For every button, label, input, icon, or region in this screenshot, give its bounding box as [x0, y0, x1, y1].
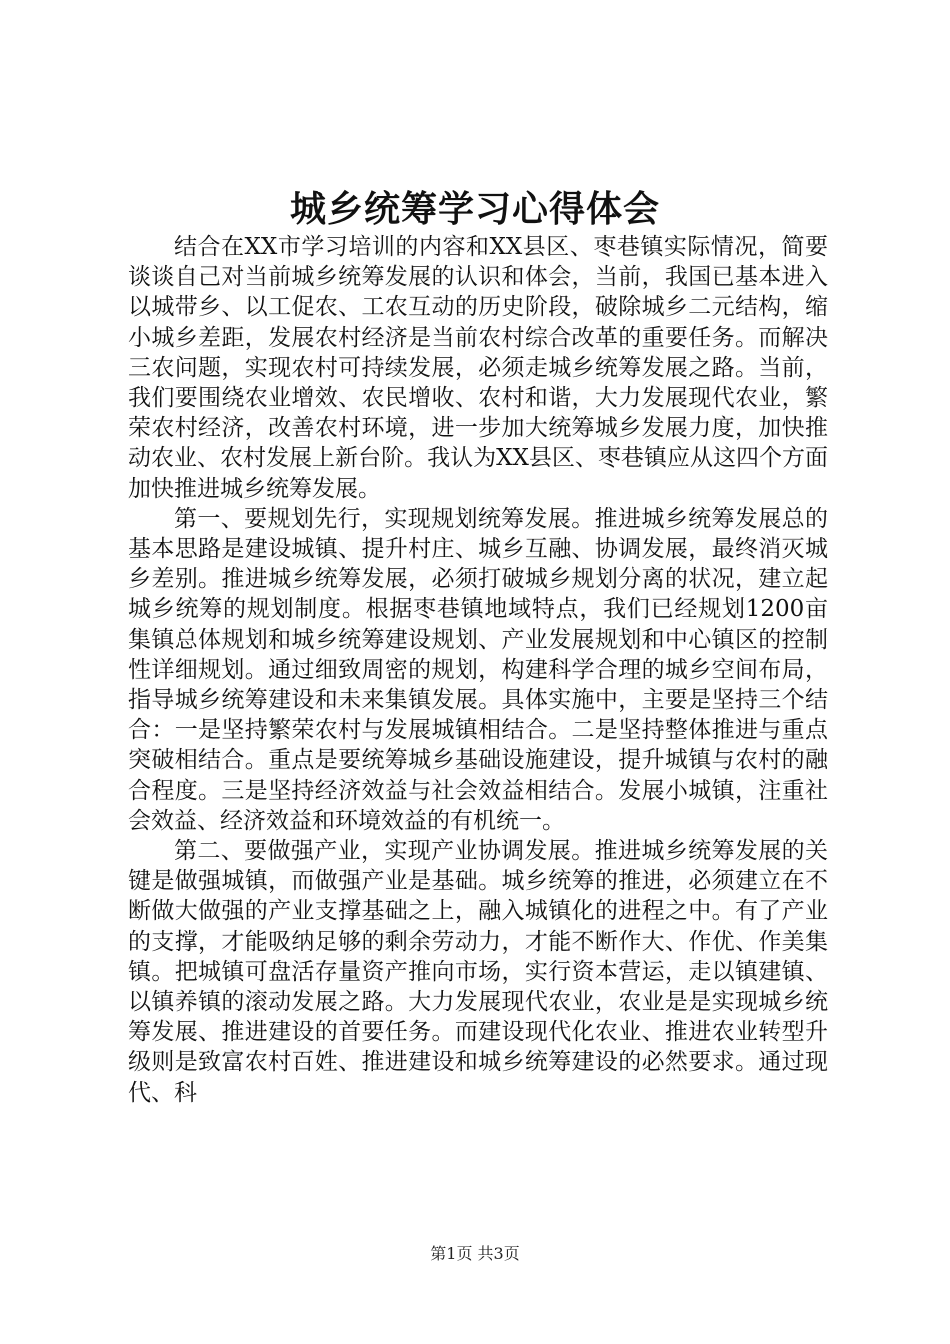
document-body	[128, 232, 828, 1108]
page-number-footer: 第1页 共3页	[430, 1244, 520, 1263]
paragraph-planning: 第一、要规划先行，实现规划统筹发展。推进城乡统筹发展总的基本思路是建设城镇、提升村庄、城乡互融、协调发展，最终消灭城乡差别。推进城乡统筹发展，必须打破城乡规划分离的状况，建立起城乡统筹的规划制度。根据枣巷镇地域特点，我们已经规划1200亩集镇总体规划和城乡统筹建设规划、产业发展规划和中心镇区的控制性详细规划。通过细致周密的规划，构建科学合理的城乡空间布局，指导城乡统筹建设和未来集镇发展。具体实施中，主要是坚持三个结合：一是坚持繁荣农村与发展城镇相结合。二是坚持整体推进与重点突破相结合。重点是要统筹城乡基础设施建设，提升城镇与农村的融合程度。三是坚持经济效益与社会效益相结合。发展小城镇，注重社会效益、经济效益和环境效益的有机统一。	[128, 505, 828, 834]
paragraph-intro: 结合在XX市学习培训的内容和XX县区、枣巷镇实际情况，简要谈谈自己对当前城乡统筹发展的认识和体会，当前，我国已基本进入以城带乡、以工促农、工农互动的历史阶段，破除城乡二元结构，缩小城乡差距，发展农村经济是当前农村综合改革的重要任务。而解决三农问题，实现农村可持续发展，必须走城乡统筹发展之路。当前，我们要围绕农业增效、农民增收、农村和谐，大力发展现代农业，繁荣农村经济，改善农村环境，进一步加大统筹城乡发展力度，加快推动农业、农村发展上新台阶。我认为XX县区、枣巷镇应从这四个方面加快推进城乡统筹发展。	[128, 234, 828, 502]
paragraph-industry: 第二、要做强产业，实现产业协调发展。推进城乡统筹发展的关键是做强城镇，而做强产业是基础。城乡统筹的推进，必须建立在不断做大做强的产业支撑基础之上，融入城镇化的进程之中。有了产业的支撑，才能吸纳足够的剩余劳动力，才能不断作大、作优、作美集镇。把城镇可盘活存量资产推向市场，实行资本营运，走以镇建镇、以镇养镇的滚动发展之路。大力发展现代农业，农业是是实现城乡统筹发展、推进建设的首要任务。而建设现代化农业、推进农业转型升级则是致富农村百姓、推进建设和城乡统筹建设的必然要求。通过现代、科	[128, 838, 828, 1106]
document-title: 城乡统筹学习心得体会	[289, 188, 660, 230]
